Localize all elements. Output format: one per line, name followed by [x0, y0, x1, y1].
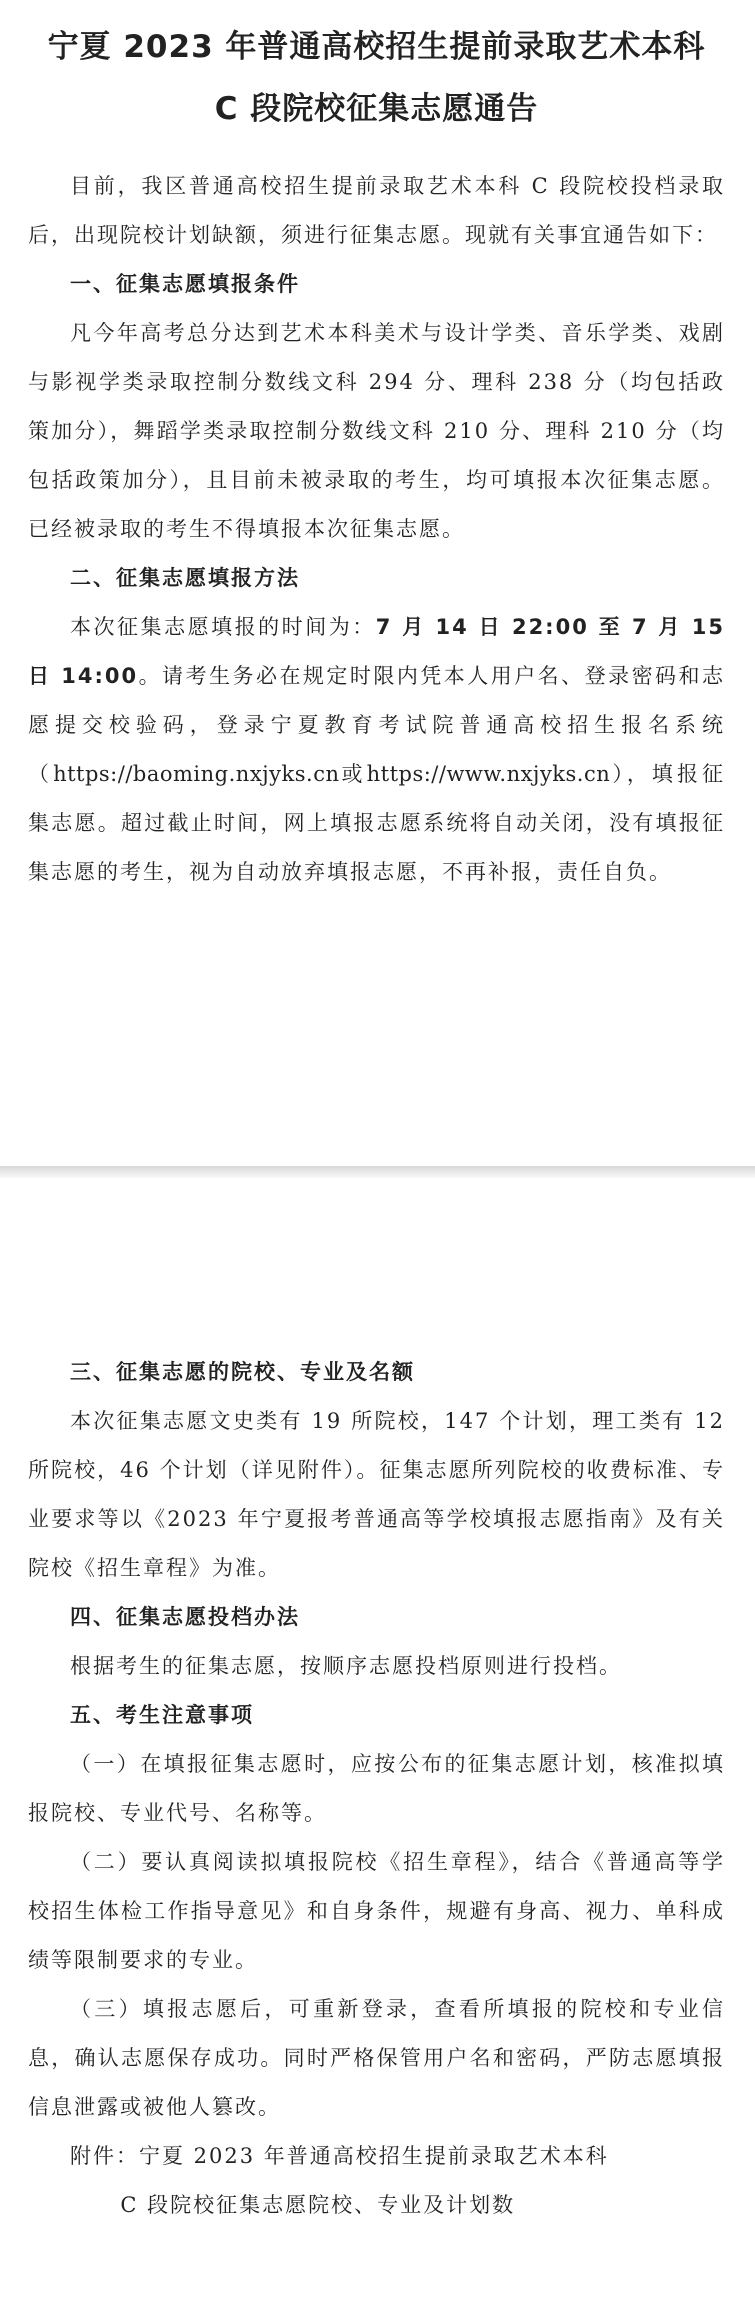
attachment-line-1[interactable]: 附件：宁夏 2023 年普通高校招生提前录取艺术本科: [70, 2144, 609, 2168]
attachment-line-2[interactable]: C 段院校征集志愿院校、专业及计划数: [120, 2193, 516, 2217]
page-1-content: [28, 16, 725, 897]
section-2-text-before-urls: 。请考生务必在规定时限内凭本人用户名、登录密码和志愿提交校验码，登录宁夏教育考试院普通高校招生报名系统（: [28, 664, 725, 786]
document-title: [28, 16, 725, 140]
notice-item-1: （一）在填报征集志愿时，应按公布的征集志愿计划，核准拟填报院校、专业代号、名称等。: [28, 1752, 725, 1825]
section-2-text-after-urls: ），填报征集志愿。超过截止时间，网上填报志愿系统将自动关闭，没有填报征集志愿的考生，视为自动放弃填报志愿，不再补报，责任自负。: [28, 762, 726, 884]
url-separator: 或: [339, 762, 367, 786]
title-line-1: 宁夏 2023 年普通高校招生提前录取艺术本科: [47, 29, 706, 65]
section-2-heading: 二、征集志愿填报方法: [70, 566, 300, 590]
title-line-2: C 段院校征集志愿通告: [214, 91, 539, 127]
document-page-2: [0, 1178, 755, 2300]
deadline-prefix: 本次征集志愿填报的时间为：: [70, 615, 376, 639]
intro-paragraph: 目前，我区普通高校招生提前录取艺术本科 C 段院校投档录取后，出现院校计划缺额，须进行征集志愿。现就有关事宜通告如下：: [28, 174, 725, 247]
section-2-body: [28, 603, 725, 897]
section-1-body: 凡今年高考总分达到艺术本科美术与设计学类、音乐学类、戏剧与影视学类录取控制分数线文科 294 分、理科 238 分（均包括政策加分），舞蹈学类录取控制分数线文科 210 分、理科 210 分（均包括政策加分），且目前未被录取的考生，均可填报本次征集志愿。已经被录取的考生不得填报本次征集志愿。: [28, 321, 725, 541]
section-5-heading: 五、考生注意事项: [70, 1703, 254, 1727]
notice-item-3: （三）填报志愿后，可重新登录，查看所填报的院校和专业信息，确认志愿保存成功。同时严格保管用户名和密码，严防志愿填报信息泄露或被他人篡改。: [28, 1997, 725, 2119]
section-3-heading: 三、征集志愿的院校、专业及名额: [70, 1360, 415, 1384]
notice-item-2: （二）要认真阅读拟填报院校《招生章程》，结合《普通高等学校招生体检工作指导意见》和自身条件，规避有身高、视力、单科成绩等限制要求的专业。: [28, 1850, 725, 1972]
section-4-heading: 四、征集志愿投档办法: [70, 1605, 300, 1629]
section-3-body: 本次征集志愿文史类有 19 所院校，147 个计划，理工类有 12 所院校，46 个计划（详见附件）。征集志愿所列院校的收费标准、专业要求等以《2023 年宁夏报考普通高等学校填报志愿指南》及有关院校《招生章程》为准。: [28, 1409, 725, 1580]
registration-url-link[interactable]: https://baoming.nxjyks.cn: [53, 762, 340, 786]
exam-site-url-link[interactable]: https://www.nxjyks.cn: [366, 762, 611, 786]
deadline-time: 7 月 14 日 22:00 至 7 月 15 日 14:00: [28, 615, 726, 688]
page-2-content: [28, 1348, 725, 2230]
section-1-heading: 一、征集志愿填报条件: [70, 272, 300, 296]
section-4-body: 根据考生的征集志愿，按顺序志愿投档原则进行投档。: [70, 1654, 622, 1678]
